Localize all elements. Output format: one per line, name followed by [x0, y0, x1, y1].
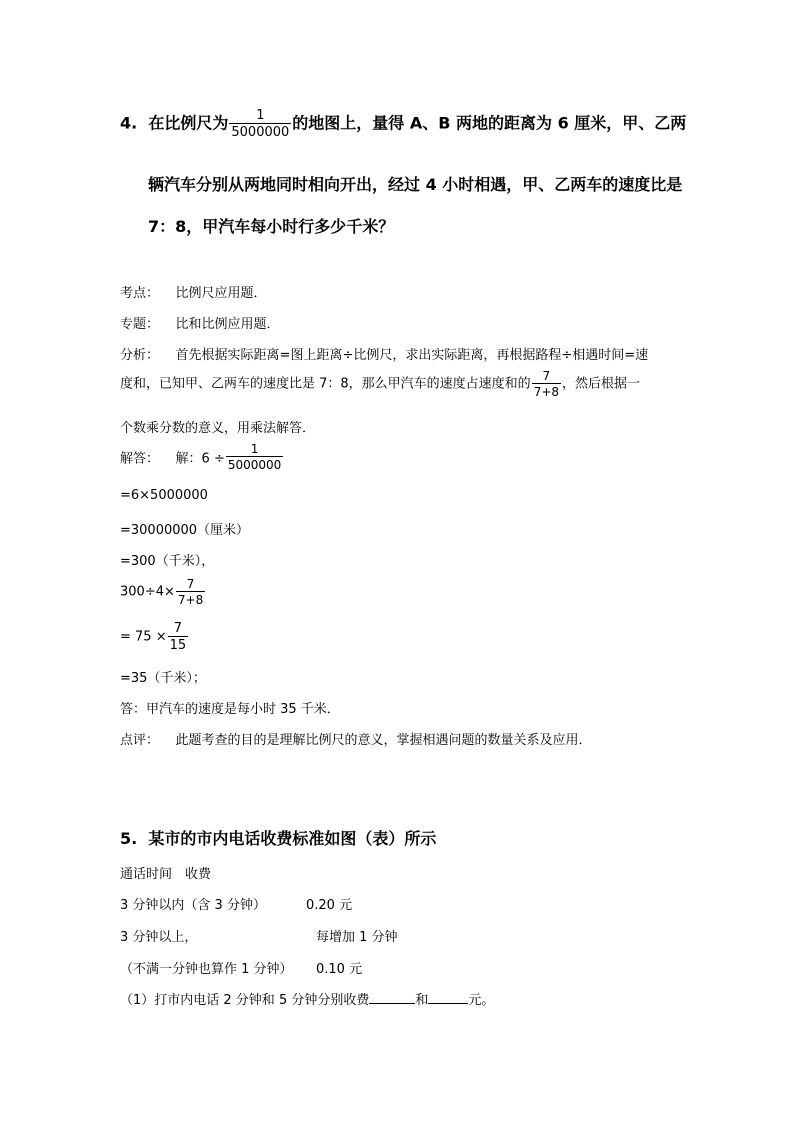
fee-row-1-right: 0.20 元: [306, 898, 353, 913]
fenxi-text: 首先根据实际距离=图上距离÷比例尺，求出实际距离，再根据路程÷相遇时间=速: [175, 348, 649, 363]
fenxi-text: ，然后根据一: [562, 376, 641, 392]
kaodian-text: 比例尺应用题．: [175, 286, 267, 301]
kaodian-label: 考点：: [120, 286, 160, 301]
fraction-numerator: 1: [229, 109, 291, 124]
jieda-label: 解答：: [120, 451, 160, 467]
fee-table-header: 通话时间 收费: [120, 867, 212, 882]
fraction-numerator: 7: [168, 622, 189, 637]
question-text: 在比例尺为: [148, 113, 229, 133]
sub-question-text: 和: [415, 993, 429, 1008]
question-number: 4.: [120, 113, 138, 133]
fraction-denominator: 5000000: [231, 125, 290, 140]
dianping-label: 点评：: [120, 733, 160, 748]
dianping-text: 此题考查的目的是理解比例尺的意义，掌握相遇问题的数量关系及应用．: [175, 733, 592, 748]
fenxi-row: [120, 344, 648, 363]
fenxi-label: 分析：: [120, 348, 160, 363]
fraction-denominator: 15: [169, 638, 187, 653]
fraction-numerator: 7: [532, 370, 561, 384]
step-text: 300÷4×: [120, 584, 175, 600]
speed-fraction: [532, 370, 561, 398]
step-5: [120, 622, 189, 652]
question-text: 某市的市内电话收费标准如图（表）所示: [148, 829, 437, 848]
zhuanti-text: 比和比例应用题．: [175, 317, 280, 332]
fenxi-line-3: 个数乘分数的意义，用乘法解答．: [120, 421, 316, 436]
fraction-numerator: 1: [226, 443, 283, 457]
kaodian-row: [120, 282, 267, 301]
dianping-row: [120, 729, 592, 748]
fraction-numerator: 7: [176, 578, 205, 592]
fenxi-line-2: [120, 370, 640, 398]
answer-blank-1[interactable]: [369, 991, 415, 1004]
fraction-denominator: 7+8: [177, 593, 204, 607]
fenxi-text: 度和，已知甲、乙两车的速度比是 7：8，那么甲汽车的速度占速度和的: [120, 376, 531, 392]
sub-question-text: 元。: [468, 993, 495, 1008]
question-4-line-2: 辆汽车分别从两地同时相向开出，经过 4 小时相遇，甲、乙两车的速度比是: [148, 175, 683, 194]
question-4: [120, 109, 686, 139]
scale-fraction: [229, 109, 291, 139]
step-4: [120, 578, 206, 606]
step-text: = 75 ×: [120, 629, 167, 645]
answer-blank-2[interactable]: [428, 991, 468, 1004]
step-5-fraction: [168, 622, 189, 652]
zhuanti-label: 专题：: [120, 317, 160, 332]
fraction-denominator: 7+8: [533, 385, 560, 399]
step-1: =6×5000000: [120, 488, 208, 503]
question-5: [120, 826, 436, 849]
question-text: 的地图上，量得 A、B 两地的距离为 6 厘米，甲、乙两: [292, 113, 687, 133]
step-3: =300（千米），: [120, 554, 215, 569]
question-number: 5.: [120, 829, 138, 848]
jieda-row: [120, 443, 284, 471]
step-2: =30000000（厘米）: [120, 523, 250, 538]
jieda-fraction: [226, 443, 283, 471]
question-4-line-3: 7：8，甲汽车每小时行多少千米？: [148, 217, 395, 236]
fraction-denominator: 5000000: [227, 458, 282, 472]
fee-row-1-left: 3 分钟以内（含 3 分钟）: [120, 898, 266, 913]
step-6: =35（千米）；: [120, 671, 206, 686]
sub-question-1: [120, 989, 494, 1008]
zhuanti-row: [120, 313, 280, 332]
fee-row-2-left: 3 分钟以上，: [120, 930, 198, 945]
answer: 答：甲汽车的速度是每小时 35 千米．: [120, 702, 340, 717]
fee-row-3-right: 0.10 元: [316, 962, 363, 977]
fee-row-3-left: （不满一分钟也算作 1 分钟）: [120, 962, 293, 977]
jieda-text: 解：6 ÷: [175, 451, 225, 467]
sub-question-text: （1）打市内电话 2 分钟和 5 分钟分别收费: [120, 993, 370, 1008]
fee-row-2-right: 每增加 1 分钟: [316, 930, 398, 945]
step-4-fraction: [176, 578, 205, 606]
